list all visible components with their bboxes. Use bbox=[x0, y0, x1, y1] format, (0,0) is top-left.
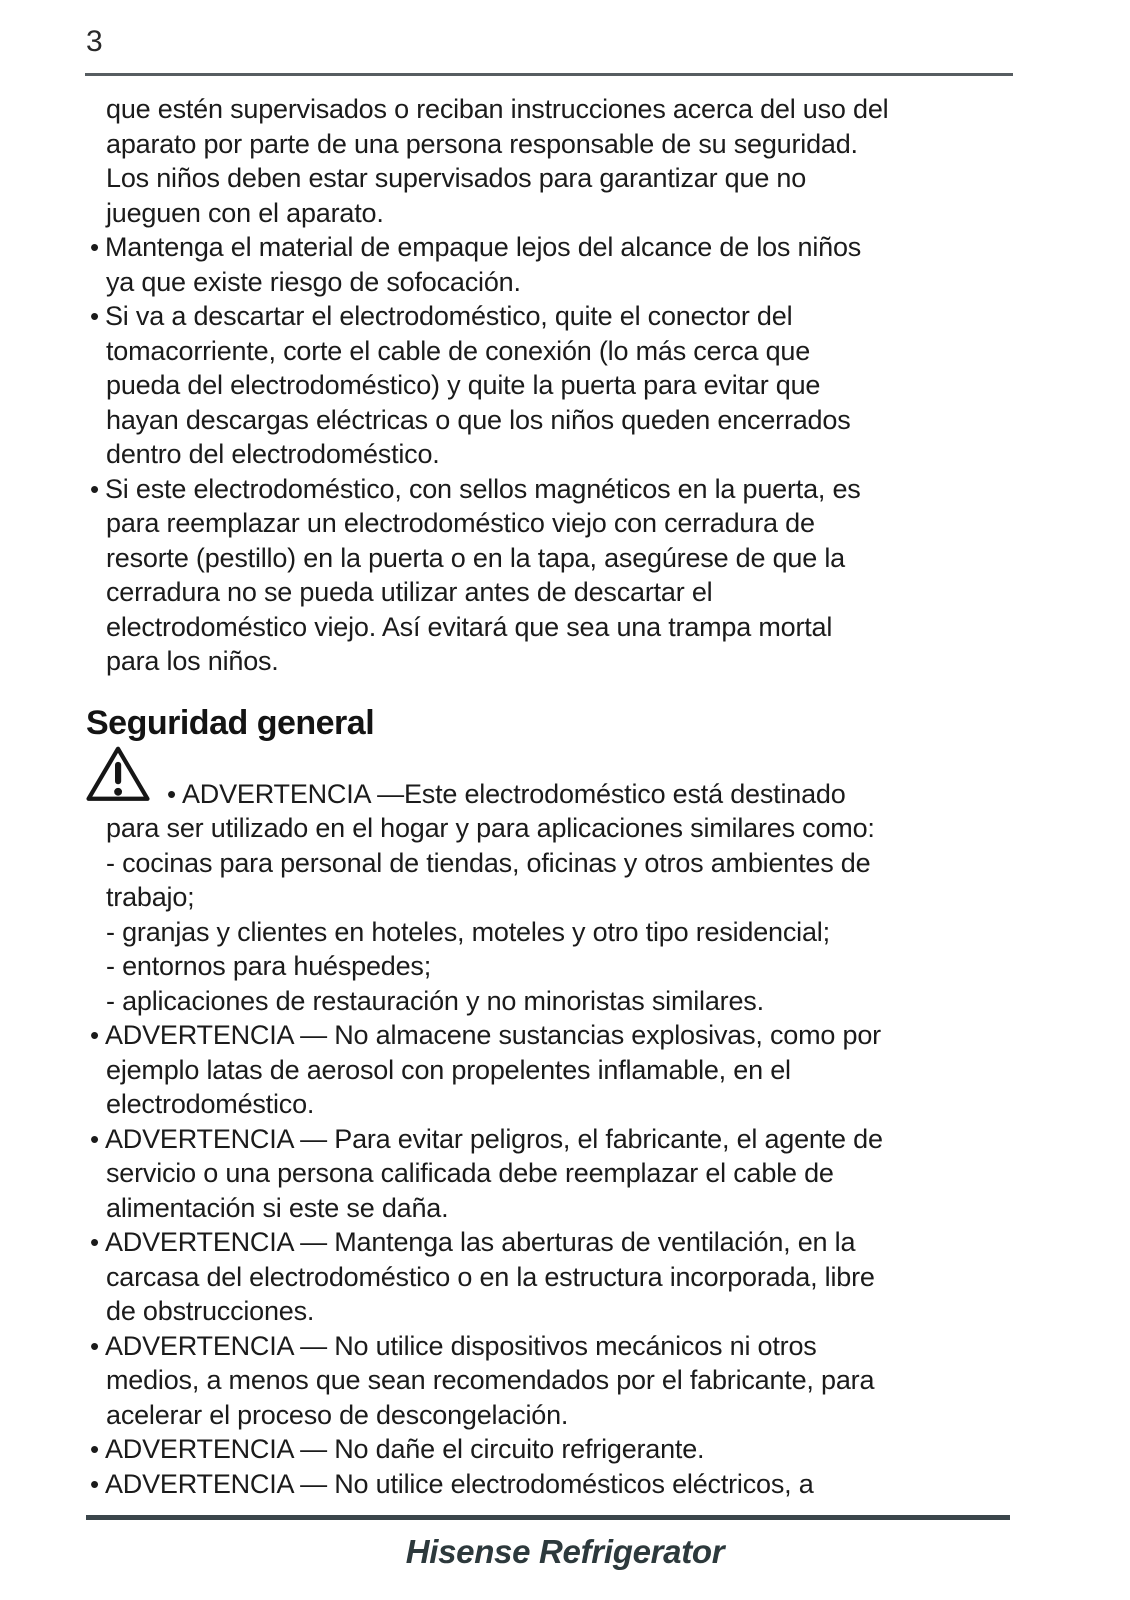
warning-item bbox=[88, 777, 1028, 1019]
page-content bbox=[88, 92, 1028, 1501]
text-line bbox=[88, 1122, 1028, 1157]
text-line: - entornos para huéspedes; bbox=[106, 951, 432, 981]
text-line: - granjas y clientes en hoteles, moteles y otro tipo residencial; bbox=[106, 916, 830, 947]
text-line: - aplicaciones de restauración y no minoristas similares. bbox=[106, 985, 764, 1016]
text-line bbox=[88, 1225, 1028, 1260]
text-line: electrodoméstico viejo. Así evitará que sea una trampa mortal bbox=[106, 611, 833, 642]
text-line bbox=[88, 1329, 1028, 1364]
text-line-content: Si este electrodoméstico, con sellos magnéticos en la puerta, es bbox=[105, 473, 861, 504]
bullet-marker: • bbox=[90, 1123, 99, 1154]
footer-brand: Hisense Refrigerator bbox=[405, 1533, 725, 1570]
bullet-marker: • bbox=[90, 1434, 99, 1464]
bullet-marker: • bbox=[90, 232, 99, 262]
text-line: Los niños deben estar supervisados para garantizar que no bbox=[106, 163, 807, 193]
section-heading: Seguridad general bbox=[86, 703, 375, 742]
text-line-content: Si va a descartar el electrodoméstico, quite el conector del bbox=[105, 301, 793, 331]
text-line: hayan descargas eléctricas o que los niños queden encerrados bbox=[106, 404, 851, 435]
bullet-item bbox=[88, 1329, 1028, 1433]
text-line: de obstrucciones. bbox=[106, 1296, 315, 1326]
text-line: aparato por parte de una persona responsable de su seguridad. bbox=[106, 128, 858, 159]
text-line: pueda del electrodoméstico) y quite la puerta para evitar que bbox=[106, 370, 821, 400]
text-line: servicio o una persona calificada debe reemplazar el cable de bbox=[106, 1158, 834, 1188]
text-line: para ser utilizado en el hogar y para aplicaciones similares como: bbox=[106, 813, 875, 843]
text-line: carcasa del electrodoméstico o en la estructura incorporada, libre bbox=[106, 1261, 875, 1292]
bullet-marker: • bbox=[167, 778, 176, 809]
text-line: cerradura no se pueda utilizar antes de descartar el bbox=[106, 577, 713, 607]
text-line: acelerar el proceso de descongelación. bbox=[106, 1399, 569, 1430]
text-line: medios, a menos que sean recomendados por el fabricante, para bbox=[106, 1365, 875, 1395]
bullet-item bbox=[88, 472, 1028, 679]
bullet-item bbox=[88, 230, 1028, 299]
paragraph bbox=[88, 92, 1028, 230]
bullet-item bbox=[88, 1467, 1028, 1502]
footer-rule bbox=[86, 1515, 1010, 1520]
bullet-marker: • bbox=[90, 301, 99, 331]
text-line-content: ADVERTENCIA — No utilice dispositivos mecánicos ni otros bbox=[105, 1330, 817, 1361]
text-line-content: ADVERTENCIA — Para evitar peligros, el fabricante, el agente de bbox=[105, 1123, 883, 1154]
bullet-marker: • bbox=[90, 1468, 99, 1499]
text-line bbox=[88, 1467, 1028, 1502]
text-line bbox=[88, 299, 1028, 334]
text-line bbox=[88, 1432, 1028, 1467]
text-line bbox=[88, 777, 1028, 812]
text-line: tomacorriente, corte el cable de conexión (lo más cerca que bbox=[106, 335, 811, 366]
text-line bbox=[88, 1018, 1028, 1053]
bullet-marker: • bbox=[90, 1227, 99, 1257]
bullet-item bbox=[88, 1018, 1028, 1122]
text-line-content: ADVERTENCIA — No utilice electrodomésticos eléctricos, a bbox=[105, 1468, 814, 1499]
bullet-marker: • bbox=[90, 1020, 99, 1050]
text-line: electrodoméstico. bbox=[106, 1089, 315, 1119]
text-line: ya que existe riesgo de sofocación. bbox=[106, 266, 521, 297]
text-line: jueguen con el aparato. bbox=[106, 197, 384, 228]
text-line: para reemplazar un electrodoméstico viejo con cerradura de bbox=[106, 508, 815, 538]
text-line-content: ADVERTENCIA —Este electrodoméstico está destinado bbox=[182, 778, 846, 809]
text-line bbox=[88, 472, 1028, 507]
bullet-item bbox=[88, 299, 1028, 472]
bullet-item bbox=[88, 1122, 1028, 1226]
text-line: - cocinas para personal de tiendas, oficinas y otros ambientes de bbox=[106, 847, 871, 878]
text-line: trabajo; bbox=[106, 882, 195, 912]
text-line: alimentación si este se daña. bbox=[106, 1192, 449, 1223]
text-line: ejemplo latas de aerosol con propelentes inflamable, en el bbox=[106, 1054, 791, 1085]
header-rule bbox=[85, 73, 1013, 76]
text-line: para los niños. bbox=[106, 646, 279, 676]
text-line: dentro del electrodoméstico. bbox=[106, 439, 440, 469]
text-line-content: ADVERTENCIA — Mantenga las aberturas de ventilación, en la bbox=[105, 1227, 856, 1257]
warning-triangle-icon bbox=[85, 745, 151, 803]
page-number: 3 bbox=[86, 25, 103, 58]
text-line-content: Mantenga el material de empaque lejos del alcance de los niños bbox=[105, 232, 862, 262]
bullet-marker: • bbox=[90, 1330, 99, 1361]
bullet-marker: • bbox=[90, 473, 99, 504]
text-line-content: ADVERTENCIA — No almacene sustancias explosivas, como por bbox=[105, 1020, 881, 1050]
text-line: resorte (pestillo) en la puerta o en la tapa, asegúrese de que la bbox=[106, 542, 845, 573]
bullet-item bbox=[88, 1225, 1028, 1329]
bullet-item bbox=[88, 1432, 1028, 1467]
text-line-content: ADVERTENCIA — No dañe el circuito refrigerante. bbox=[105, 1434, 705, 1464]
text-line bbox=[88, 230, 1028, 265]
text-line: que estén supervisados o reciban instrucciones acerca del uso del bbox=[106, 94, 889, 124]
